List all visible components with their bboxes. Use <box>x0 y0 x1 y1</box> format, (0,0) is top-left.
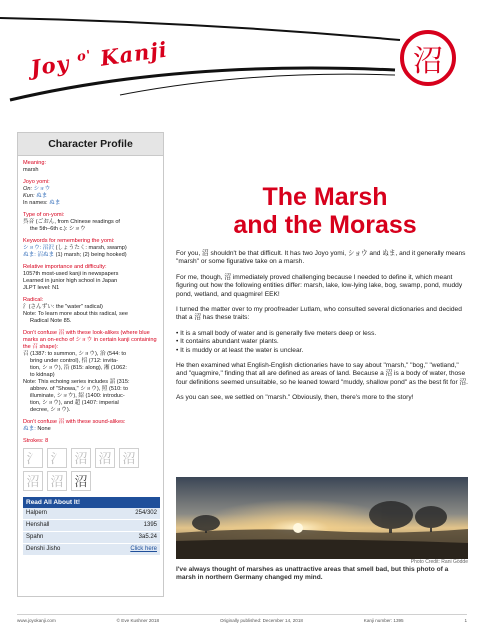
keyword-word: 沼ぬま <box>37 252 55 258</box>
importance-line: Learned in junior high school in Japan <box>23 278 118 284</box>
ref-value: 254/302 <box>99 508 160 520</box>
soundalikes-section <box>23 419 158 433</box>
lookalikes-line: bring under control), 招 (712: invita- <box>30 358 118 364</box>
list-item: • It contains abundant water plants. <box>176 338 279 346</box>
paragraph: He then examined what English-English dictionaries have to say about "marsh," "bog," "wetland," and "quagmire," finding that all are defined as areas of land. Because a 沼 is a body of water, those four definitions seemed unsuitable, so he leaned toward "muddy, shallow pond" as the best fit for 沼. <box>176 362 468 386</box>
list-item: • It is muddy or at least the water is unclear. <box>176 346 304 354</box>
soundalikes-label: Don't confuse 沼 with these sound-alikes: <box>23 419 126 425</box>
paragraph: For me, though, 沼 immediately proved challenging because I needed to define it, which meant figuring out how the following entities differ: marsh, lake, low-lying lake, bog, swamp, pond, muddy pond, wetland, and quagmire! EEK! <box>176 273 463 298</box>
paragraph: As you can see, we settled on "marsh." Obviously, then, there's more to the story! <box>176 394 414 402</box>
on-yomi-type-section <box>23 212 158 233</box>
ref-name: Denshi Jisho <box>23 544 99 556</box>
kanji-badge <box>400 30 456 86</box>
article-body <box>176 250 468 410</box>
marsh-photo-image <box>176 477 468 559</box>
stroke-order-grid <box>23 448 158 491</box>
meaning-value: marsh <box>23 167 39 173</box>
character-profile-body <box>18 156 163 560</box>
lookalikes-line: to kidnap) <box>30 372 55 378</box>
lookalikes-section <box>23 330 158 414</box>
stroke-order-box: 沼 <box>47 471 67 491</box>
logo-kanji: Kanji <box>98 36 170 71</box>
lookalikes-line: tion, ショウ), and 超 (1407: imperial <box>30 400 119 406</box>
list-item: • It is a small body of water and is generally five meters deep or less. <box>176 329 377 337</box>
keyword-gloss: (しょうたく: marsh, swamp) <box>55 245 127 251</box>
keywords-section <box>23 238 158 259</box>
joyo-yomi-section <box>23 179 158 207</box>
page-footer <box>17 614 467 623</box>
article-title <box>175 183 475 239</box>
lookalikes-line: abbrev. of "Showa," ショウ), 照 (510: to <box>30 386 128 392</box>
denshi-jisho-link[interactable]: Click here <box>130 546 157 552</box>
radical-note-link[interactable]: Radical Note 85. <box>30 318 72 324</box>
stroke-order-box: 沼 <box>119 448 139 468</box>
stroke-order-box: 沼 <box>95 448 115 468</box>
soundalikes-value: None <box>37 426 51 432</box>
importance-section <box>23 264 158 292</box>
strokes-section <box>23 438 158 491</box>
on-yomi-type-label: Type of on-yomi: <box>23 212 65 218</box>
ref-value: 1395 <box>99 520 160 532</box>
read-all-about-it-title: Read All About It! <box>23 497 160 508</box>
on-yomi-type-line: the 5th–6th c.): ショウ <box>30 226 86 232</box>
keyword-reading: ぬま: <box>23 252 36 258</box>
marsh-photo <box>176 477 468 559</box>
stroke-order-box: 沼 <box>71 448 91 468</box>
table-row <box>23 532 160 544</box>
radical-line: 氵(さんずい: the "water" radical) <box>23 304 103 310</box>
stroke-order-box: 氵 <box>23 448 43 468</box>
kun-value: ぬま <box>36 193 48 199</box>
lookalikes-line: decree, ショウ). <box>30 407 71 413</box>
photo-caption: I've always thought of marshes as unattractive areas that smell bad, but this photo of a marsh in northern Germany changed my mind. <box>176 566 449 582</box>
lookalikes-line: tion, ショウ), 沿 (815: along), 湘 (1062: <box>30 365 127 371</box>
importance-line: 1057th most-used kanji in newspapers <box>23 271 119 277</box>
article-title-line: and the Morass <box>233 211 417 239</box>
article-title-line: The Marsh <box>262 183 388 211</box>
lookalikes-line: 召 (1387: to summon, ショウ), 治 (544: to <box>23 351 127 357</box>
footer-kanji-number: Kanji number: 1395 <box>363 618 404 623</box>
keywords-label: Keywords for remembering the yomi: <box>23 238 115 244</box>
radical-label: Radical: <box>23 297 44 303</box>
importance-label: Relative importance and difficulty: <box>23 264 107 270</box>
logo-o: o' <box>76 48 93 65</box>
keyword-row <box>23 252 158 259</box>
kun-yomi-row <box>23 193 158 200</box>
radical-line: Note: To learn more about this radical, see <box>23 311 128 317</box>
keyword-reading: ショウ: <box>23 245 42 251</box>
ref-value: 3a5.24 <box>99 532 160 544</box>
logo-joy: Joy <box>28 50 72 81</box>
ref-value <box>99 544 160 556</box>
kanji-badge-character: 沼 <box>413 44 443 79</box>
table-row <box>23 520 160 532</box>
character-profile-title: Character Profile <box>18 133 163 156</box>
kun-label: Kun: <box>23 193 35 199</box>
stroke-order-box: 氵 <box>47 448 67 468</box>
on-yomi-type-line: 呉音 (ごおん, from Chinese readings of <box>23 219 120 225</box>
paragraph: For you, 沼 shouldn't be that difficult. It has two Joyo yomi, ショウ and ぬま, and it generally means "marsh" or some figurative take on a marsh. <box>176 250 466 266</box>
meaning-label: Meaning: <box>23 160 47 166</box>
importance-line: JLPT level: N1 <box>23 285 60 291</box>
lookalikes-label: Don't confuse 沼 with these look-alikes (where blue marks an on-echo of ショウ in certain kanji containing the 召 shape): <box>23 330 157 350</box>
on-label: On: <box>23 186 33 192</box>
photo-credit: Photo Credit: Rani Gödde <box>410 559 468 565</box>
paragraph: I turned the matter over to my proofreader Lutlam, who consulted several dictionaries and decided that a 沼 has these traits: <box>176 306 462 322</box>
footer-page-number: 1 <box>464 618 467 623</box>
lookalikes-line: Note: This echoing series includes 詔 (315: <box>23 379 130 385</box>
traits-list <box>176 330 468 355</box>
keyword-gloss: (1) marsh; (2) being hooked) <box>55 252 127 258</box>
keyword-row <box>23 245 158 252</box>
table-row <box>23 544 160 556</box>
joyo-yomi-label: Joyo yomi: <box>23 179 50 185</box>
soundalikes-row <box>23 426 158 433</box>
on-yomi-row <box>23 186 158 193</box>
footer-site-link[interactable]: www.joyokanji.com <box>17 618 56 623</box>
names-value: ぬま <box>49 200 61 206</box>
read-all-about-it-table <box>23 497 160 556</box>
character-profile-panel <box>17 132 164 597</box>
radical-section <box>23 297 158 325</box>
lookalikes-line: illuminate, ショウ), 紹 (1400: introduc- <box>30 393 125 399</box>
footer-published: Originally published: December 14, 2018 <box>219 618 303 623</box>
table-row <box>23 508 160 520</box>
stroke-order-box: 沼 <box>23 471 43 491</box>
on-value: ショウ <box>33 186 51 192</box>
footer-copyright: © Eve Kushner 2018 <box>116 618 160 623</box>
ref-name: Henshall <box>23 520 99 532</box>
keyword-word: 沼沢 <box>42 245 54 251</box>
soundalikes-reading: ぬま: <box>23 426 36 432</box>
meaning-section <box>23 160 158 174</box>
header <box>0 0 480 110</box>
ref-name: Spahn <box>23 532 99 544</box>
names-row <box>23 200 158 207</box>
strokes-label: Strokes: 8 <box>23 438 49 444</box>
stroke-order-box: 沼 <box>71 471 91 491</box>
names-label: In names: <box>23 200 48 206</box>
ref-name: Halpern <box>23 508 99 520</box>
